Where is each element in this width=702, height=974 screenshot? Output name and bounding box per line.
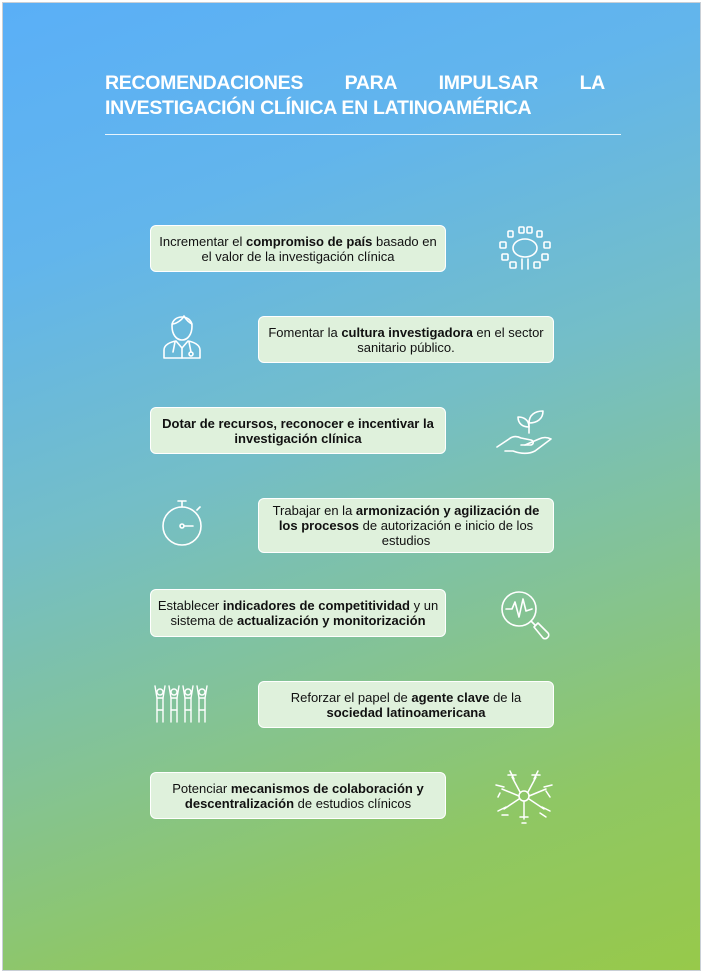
title-word: RECOMENDACIONES <box>105 72 304 94</box>
magnifier-pulse-icon <box>498 589 552 641</box>
text-part-bold: armonización y agilización de los procesos <box>278 503 540 533</box>
text-part-bold: Dotar de recursos, reconocer e incentivar la investigación clínica <box>162 415 434 446</box>
text-part: basado en el valor de la investigación clínica <box>201 233 437 264</box>
stopwatch-icon <box>159 498 205 548</box>
text-part-bold: actualización y monitorización <box>236 613 426 628</box>
recommendation-text <box>265 325 547 355</box>
text-part: Fomentar la <box>268 324 342 340</box>
title-line-2: INVESTIGACIÓN CLÍNICA EN LATINOAMÉRICA <box>105 97 532 119</box>
recommendation-box-7 <box>150 772 446 819</box>
meeting-table-icon <box>495 223 555 273</box>
text-part-bold: compromiso de país <box>245 233 373 249</box>
recommendation-text <box>157 416 439 446</box>
recommendation-text <box>265 503 547 548</box>
recommendation-box-5 <box>150 589 446 637</box>
page-title <box>105 71 605 121</box>
text-part: Potenciar <box>172 780 231 796</box>
text-part: Incrementar el <box>159 233 246 249</box>
plant-hand-icon <box>495 407 555 455</box>
text-part: Reforzar el papel de <box>290 689 412 705</box>
text-part: en el sector sanitario público. <box>357 324 544 355</box>
text-part-bold: sociedad latinoamericana <box>326 704 486 720</box>
title-word: IMPULSAR <box>438 72 539 94</box>
text-part: Trabajar en la <box>272 503 356 518</box>
recommendation-box-3 <box>150 407 446 454</box>
title-line-1 <box>105 71 605 96</box>
infographic-page <box>2 2 701 971</box>
doctor-icon <box>160 308 204 360</box>
title-word: PARA <box>344 72 398 94</box>
recommendation-box-2 <box>258 316 554 363</box>
text-part: y un sistema de <box>170 598 439 628</box>
recommendation-text <box>157 781 439 811</box>
text-part-bold: mecanismos de colaboración y descentralización <box>184 780 424 811</box>
text-part: de la <box>489 689 522 705</box>
people-cheering-icon <box>153 684 211 724</box>
text-part: Establecer <box>157 598 223 613</box>
recommendation-box-4 <box>258 498 554 553</box>
recommendation-text <box>265 690 547 720</box>
recommendation-box-1 <box>150 225 446 272</box>
text-part-bold: agente clave <box>411 689 490 705</box>
text-part: de estudios clínicos <box>294 795 412 811</box>
title-word: LA <box>579 72 605 94</box>
title-divider <box>105 134 621 135</box>
recommendation-box-6 <box>258 681 554 728</box>
text-part-bold: cultura investigadora <box>341 324 473 340</box>
hands-together-icon <box>494 767 554 825</box>
text-part: de autorización e inicio de los estudios <box>359 518 534 548</box>
recommendation-text <box>157 234 439 264</box>
text-part-bold: indicadores de competitividad <box>222 598 410 613</box>
recommendation-text <box>157 598 439 628</box>
